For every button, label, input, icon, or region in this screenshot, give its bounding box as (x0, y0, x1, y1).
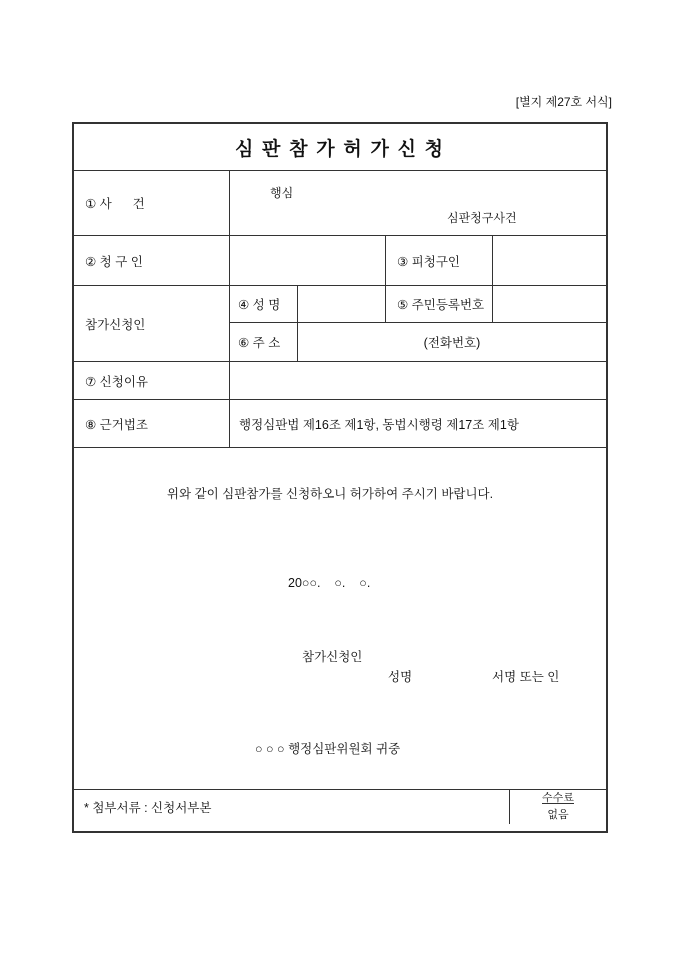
rrn-value-field[interactable] (493, 286, 606, 322)
fee-label: 수수료 (542, 791, 574, 804)
claimant-value-field[interactable] (230, 236, 386, 285)
signer-name-label: 성명 (388, 670, 413, 684)
claimant-label: ② 청 구 인 (74, 236, 230, 285)
fee-value: 없음 (547, 809, 569, 821)
case-row (74, 170, 606, 235)
legal-row (74, 399, 606, 447)
participant-detail-grid (230, 286, 606, 361)
participant-label: 참가신청인 (74, 286, 230, 361)
respondent-value-field[interactable] (493, 236, 606, 285)
case-prefix-text: 행심 (270, 186, 294, 200)
reason-row (74, 361, 606, 399)
case-label: ① 사 건 (74, 171, 230, 235)
name-value-field[interactable] (298, 286, 386, 322)
legal-value: 행정심판법 제16조 제1항, 동법시행령 제17조 제1항 (239, 417, 519, 432)
date-line: 20○○. ○. ○. (288, 576, 371, 590)
body-section (74, 448, 606, 789)
phone-note: (전화번호) (423, 336, 481, 350)
sign-or-seal-label: 서명 또는 인 (492, 670, 560, 684)
name-label: ④ 성 명 (230, 286, 298, 322)
request-statement: 위와 같이 심판참가를 신청하오니 허가하여 주시기 바랍니다. (166, 487, 494, 501)
committee-addressee: ○ ○ ○ 행정심판위원회 귀중 (255, 742, 401, 756)
body-row (74, 447, 606, 789)
signer-role-label: 참가신청인 (302, 650, 363, 664)
application-form-table (72, 122, 608, 833)
participant-address-subrow (230, 323, 606, 361)
reason-value-field[interactable] (230, 362, 606, 399)
address-label: ⑥ 주 소 (230, 323, 298, 361)
reason-label: ⑦ 신청이유 (74, 362, 230, 399)
case-suffix-text: 심판청구사건 (447, 211, 517, 225)
attachments-note: * 첨부서류 : 신청서부본 (74, 790, 510, 824)
footer-row (74, 789, 606, 824)
case-value-field[interactable] (230, 171, 606, 235)
address-value-field[interactable] (298, 323, 606, 361)
respondent-label: ③ 피청구인 (386, 236, 493, 285)
claimant-row (74, 235, 606, 285)
legal-label: ⑧ 근거법조 (74, 400, 230, 447)
form-number-note: [별지 제27호 서식] (515, 95, 612, 109)
participant-name-subrow (230, 286, 606, 323)
form-title: 심 판 참 가 허 가 신 청 (234, 138, 446, 160)
participant-row (74, 285, 606, 361)
rrn-label: ⑤ 주민등록번호 (386, 286, 493, 322)
fee-box (510, 790, 606, 824)
title-row (74, 124, 606, 170)
